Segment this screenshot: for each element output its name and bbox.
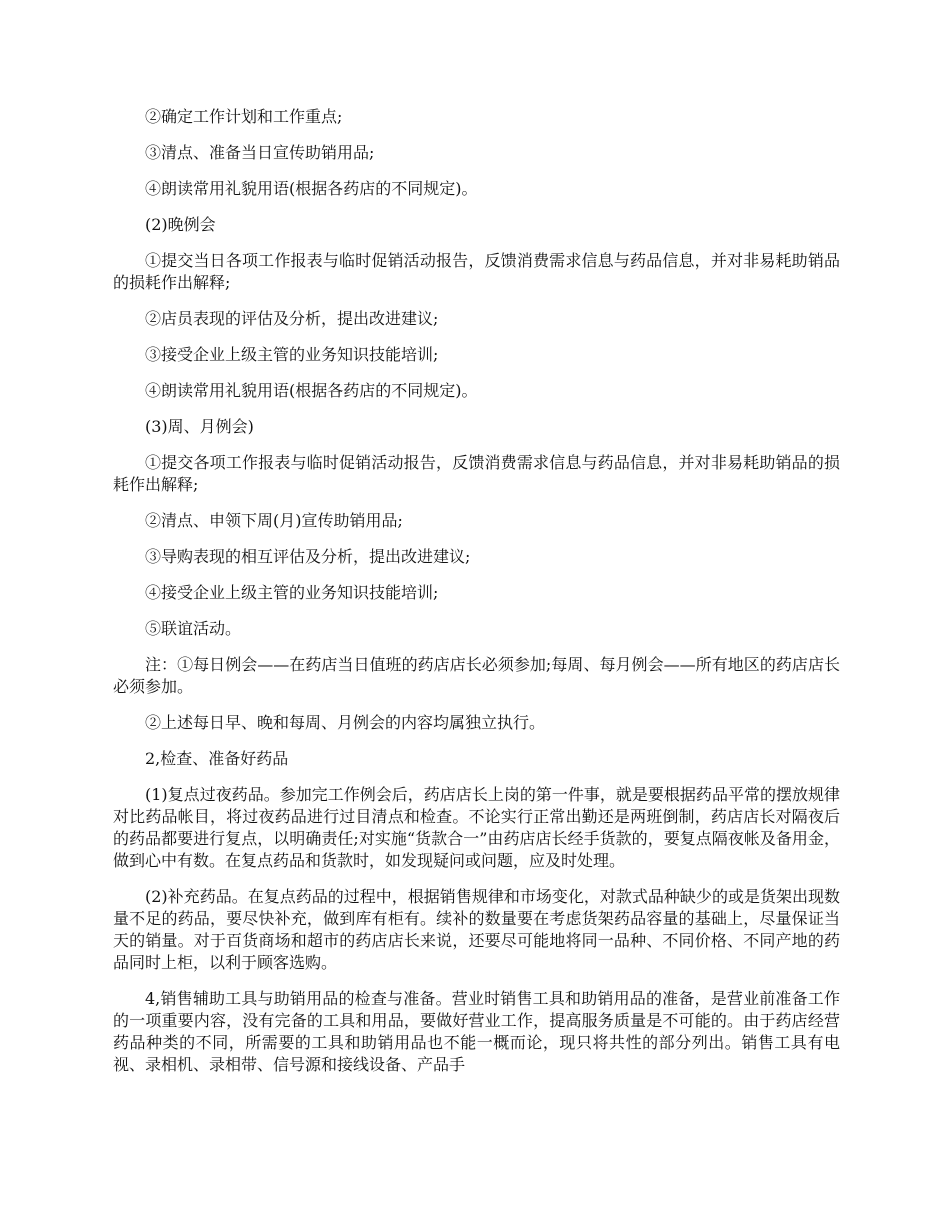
paragraph: ③清点、准备当日宣传助销用品; xyxy=(145,143,375,162)
paragraph: ④朗读常用礼貌用语(根据各药店的不同规定)。 xyxy=(145,179,478,198)
paragraph: ④朗读常用礼貌用语(根据各药店的不同规定)。 xyxy=(145,381,478,400)
document-body xyxy=(113,106,840,1090)
paragraph: ③导购表现的相互评估及分析，提出改进建议; xyxy=(145,547,471,566)
paragraph: ②店员表现的评估及分析，提出改进建议; xyxy=(145,309,439,328)
note-paragraph: 注：①每日例会——在药店当日值班的药店店长必须参加;每周、每月例会——所有地区的药店店长必须参加。 xyxy=(113,655,840,696)
paragraph: ②清点、申领下周(月)宣传助销用品; xyxy=(145,511,403,530)
note-paragraph: ②上述每日早、晚和每周、月例会的内容均属独立执行。 xyxy=(145,713,546,732)
paragraph: (1)复点过夜药品。参加完工作例会后，药店店长上岗的第一件事，就是要根据药品平常的摆放规律对比药品帐目，将过夜药品进行过目清点和检查。不论实行正常出勤还是两班倒制，药店店长对隔夜后的药品都要进行复点，以明确责任;对实施“货款合一”由药店店长经手货款的，要复点隔夜帐及备用金，做到心中有数。在复点药品和货款时，如发现疑问或问题，应及时处理。 xyxy=(113,785,840,870)
paragraph: ⑤联谊活动。 xyxy=(145,619,242,638)
section-heading: (3)周、月例会) xyxy=(145,417,254,436)
paragraph: ③接受企业上级主管的业务知识技能培训; xyxy=(145,345,439,364)
paragraph: 4,销售辅助工具与助销用品的检查与准备。营业时销售工具和助销用品的准备，是营业前准备工作的一项重要内容，没有完备的工具和用品，要做好营业工作，提高服务质量是不可能的。由于药店经营药品种类的不同，所需要的工具和助销用品也不能一概而论，现只将共性的部分列出。销售工具有电视、录相机、录相带、信号源和接线设备、产品手 xyxy=(113,989,840,1074)
paragraph: ①提交各项工作报表与临时促销活动报告，反馈消费需求信息与药品信息，并对非易耗助销品的损耗作出解释; xyxy=(113,453,840,494)
paragraph: (2)补充药品。在复点药品的过程中，根据销售规律和市场变化，对款式品种缺少的或是货架出现数量不足的药品，要尽快补充，做到库有柜有。续补的数量要在考虑货架药品容量的基础上，尽量保证当天的销量。对于百货商场和超市的药店店长来说，还要尽可能地将同一品种、不同价格、不同产地的药品同时上柜，以利于顾客选购。 xyxy=(113,887,840,972)
section-heading: (2)晚例会 xyxy=(145,215,216,234)
section-heading: 2,检查、准备好药品 xyxy=(145,749,289,768)
paragraph: ①提交当日各项工作报表与临时促销活动报告，反馈消费需求信息与药品信息，并对非易耗助销品的损耗作出解释; xyxy=(113,251,840,292)
paragraph: ④接受企业上级主管的业务知识技能培训; xyxy=(145,583,439,602)
paragraph: ②确定工作计划和工作重点; xyxy=(145,107,343,126)
